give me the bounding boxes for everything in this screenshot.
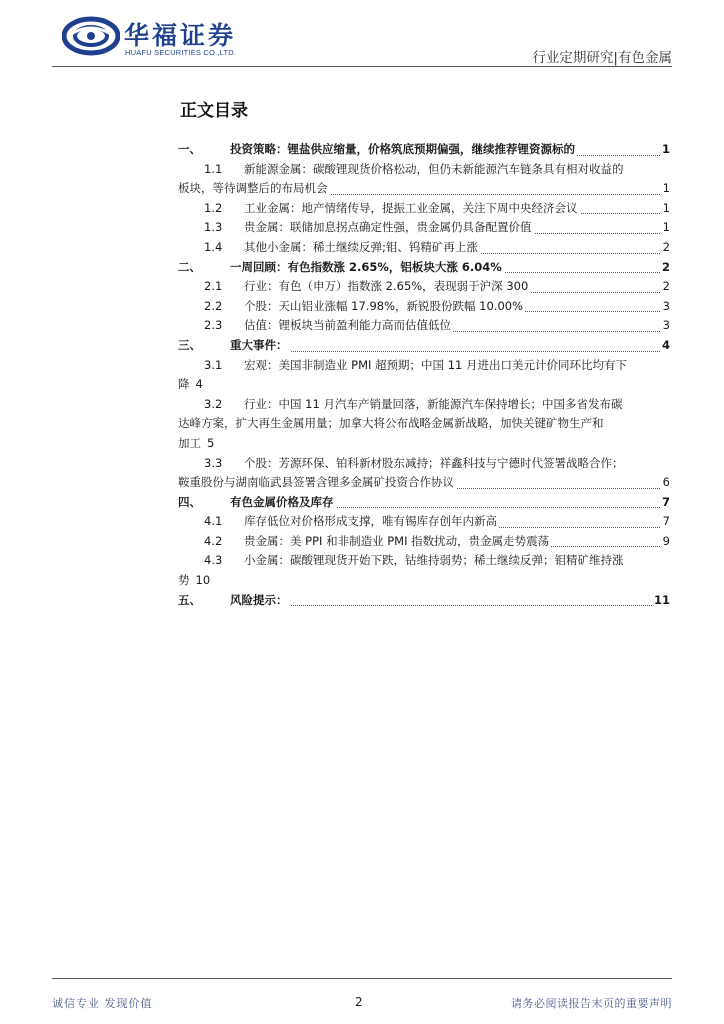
toc-entry-line (178, 395, 670, 415)
toc-entry-number: 1.3 (204, 220, 223, 235)
toc-entry-page: 1 (660, 140, 670, 160)
toc-entry-number: 4.1 (204, 514, 223, 529)
report-type: 行业定期研究|有色金属 (532, 50, 672, 66)
toc-subsection-entry[interactable] (178, 160, 670, 199)
toc-entry-page: 10 (195, 573, 211, 588)
logo-english-name: HUAFU SECURITIES CO.,LTD. (125, 48, 237, 57)
toc-entry-title: 贵金属：联储加息拐点确定性强，贵金属仍具备配置价值 (244, 220, 532, 235)
toc-entry-page: 3 (661, 297, 670, 317)
toc-subsection-entry[interactable] (178, 277, 670, 297)
toc-entry-line (178, 473, 670, 493)
toc-entry-text (178, 316, 453, 336)
toc-entry-title: 风险提示： (230, 592, 288, 607)
toc-entry-text (178, 258, 504, 278)
toc-entry-page: 3 (661, 316, 670, 336)
toc-entry-page: 6 (661, 473, 670, 493)
toc-entry-title: 重大事件： (230, 337, 288, 352)
toc-entry-page: 4 (195, 377, 203, 392)
toc-entry-line: 达峰方案，扩大再生金属用量；加拿大将公布战略金属新战略，加快关键矿物生产和 (178, 416, 604, 431)
toc-entry-title: 个股：天山铝业涨幅 17.98%，新锐股份跌幅 10.00% (244, 298, 524, 313)
huafu-logo-icon (62, 16, 120, 56)
toc-entry-number: 一、 (178, 142, 201, 156)
toc-entry-number: 1.2 (204, 200, 223, 215)
toc-subsection-entry[interactable] (178, 356, 670, 395)
toc-entry-page: 11 (652, 591, 670, 611)
toc-entry-number: 五、 (178, 592, 201, 607)
toc-entry-line (178, 179, 670, 199)
toc-entry-page: 7 (660, 493, 670, 513)
toc-entry-page: 2 (660, 258, 670, 278)
toc-entry-title: 估值：锂板块当前盈利能力高而估值低位 (244, 318, 451, 333)
toc-subsection-entry[interactable] (178, 454, 670, 493)
toc-section-entry[interactable] (178, 258, 670, 278)
toc-entry-text (178, 218, 534, 238)
toc-entry-number: 四、 (178, 494, 201, 509)
toc-entry-text (178, 277, 530, 297)
toc-entry-title: 贵金属：美 PPI 和非制造业 PMI 指数扰动，贵金属走势震荡 (244, 533, 550, 548)
toc-entry-number: 2.2 (204, 298, 223, 313)
toc-entry-page: 9 (661, 532, 670, 552)
toc-entry-page: 2 (661, 238, 670, 258)
toc-entry-text (178, 591, 290, 611)
toc-entry-line (178, 454, 670, 474)
toc-entry-title: 小金属：碳酸锂现货开始下跌，钴维持弱势；稀土继续反弹；钼精矿维持涨 (244, 553, 624, 568)
toc-entry-title: 宏观：美国非制造业 PMI 超预期；中国 11 月进出口美元计价同环比均有下 (244, 357, 628, 372)
toc-entry-line (178, 160, 670, 180)
toc-entry-page: 2 (661, 277, 670, 297)
toc-entry-number: 1.4 (204, 239, 223, 254)
toc-entry-title: 其他小金属：稀土继续反弹;钼、钨精矿再上涨 (244, 239, 478, 254)
toc-entry-title: 降 (178, 377, 190, 392)
toc-entry-title: 库存低位对价格形成支撑，唯有锡库存创年内新高 (244, 514, 497, 529)
toc-section-entry[interactable] (178, 336, 670, 356)
toc-entry-title: 加工 (178, 435, 201, 450)
toc-entry-number: 4.2 (204, 533, 223, 548)
toc-entry-text (178, 532, 551, 552)
toc-section-entry[interactable] (178, 591, 670, 611)
toc-section-entry[interactable] (178, 493, 670, 513)
toc-entry-number: 2.3 (204, 318, 223, 333)
toc-subsection-entry[interactable] (178, 532, 670, 552)
toc-entry-text (178, 493, 336, 513)
footer-disclaimer: 请务必阅读报告末页的重要声明 (511, 997, 672, 1010)
toc-entry-title: 新能源金属：碳酸锂现货价格松动，但仍未新能源汽车链条具有相对收益的 (244, 161, 624, 176)
toc-subsection-entry[interactable] (178, 238, 670, 258)
toc-entry-number: 2.1 (204, 279, 223, 294)
toc-entry-title: 行业：有色（申万）指数涨 2.65%，表现弱于沪深 300 (244, 279, 529, 294)
logo-chinese-name: 华福证券 (124, 21, 237, 50)
toc-entry-number: 二、 (178, 259, 201, 274)
toc-entry-text (178, 199, 580, 219)
company-logo (62, 14, 252, 62)
toc-entry-number: 三、 (178, 337, 201, 352)
toc-entry-page: 1 (661, 179, 670, 199)
toc-subsection-entry[interactable] (178, 297, 670, 317)
toc-entry-text (178, 140, 577, 160)
toc-entry-title: 一周回顾：有色指数涨 2.65%，铝板块大涨 6.04% (230, 259, 502, 274)
toc-entry-line (178, 356, 670, 376)
toc-subsection-entry[interactable] (178, 218, 670, 238)
toc-entry-page: 1 (661, 199, 670, 219)
toc-subsection-entry[interactable] (178, 395, 670, 454)
toc-entry-number: 3.2 (204, 396, 223, 411)
toc-entry-page: 5 (207, 435, 215, 450)
toc-entry-number: 4.3 (204, 553, 223, 568)
toc-entry-title: 板块，等待调整后的布局机会 (178, 179, 330, 199)
toc-entry-text (178, 238, 480, 258)
toc-entry-line (178, 375, 670, 395)
toc-entry-title: 工业金属：地产情绪传导，提振工业金属，关注下周中央经济会议 (244, 200, 578, 215)
toc-entry-page: 7 (661, 512, 670, 532)
toc-subsection-entry[interactable] (178, 316, 670, 336)
toc-subsection-entry[interactable] (178, 512, 670, 532)
toc-section-entry[interactable] (178, 140, 670, 160)
footer-divider (52, 978, 672, 979)
toc-entry-title: 势 (178, 573, 190, 588)
toc-entry-title: 投资策略：锂盐供应缩量，价格筑底预期偏强，继续推荐锂资源标的 (230, 142, 575, 156)
table-of-contents (178, 140, 670, 610)
toc-title: 正文目录 (180, 101, 248, 121)
toc-entry-number: 1.1 (204, 161, 223, 176)
toc-entry-line (178, 571, 670, 591)
toc-entry-text (178, 336, 290, 356)
toc-entry-title: 鞍重股份与湖南临武县签署含锂多金属矿投资合作协议 (178, 473, 456, 493)
toc-entry-page: 1 (661, 218, 670, 238)
toc-entry-page: 4 (660, 336, 670, 356)
toc-entry-title: 个股：芳源环保、铂科新材股东减持；祥鑫科技与宁德时代签署战略合作； (244, 455, 624, 470)
toc-entry-line (178, 551, 670, 571)
toc-subsection-entry[interactable] (178, 199, 670, 219)
header-divider (52, 66, 672, 67)
toc-entry-text (178, 297, 525, 317)
toc-entry-text (178, 512, 499, 532)
toc-entry-title: 有色金属价格及库存 (230, 494, 334, 509)
toc-entry-title: 行业：中国 11 月汽车产销量回落，新能源汽车保持增长；中国多省发布碳 (244, 396, 623, 411)
page-header (0, 0, 724, 70)
toc-subsection-entry[interactable] (178, 551, 670, 590)
footer-slogan: 诚信专业 发现价值 (52, 997, 153, 1010)
toc-entry-number: 3.3 (204, 455, 223, 470)
toc-entry-line (178, 434, 670, 454)
toc-entry-number: 3.1 (204, 357, 223, 372)
page-number: 2 (355, 995, 363, 1009)
